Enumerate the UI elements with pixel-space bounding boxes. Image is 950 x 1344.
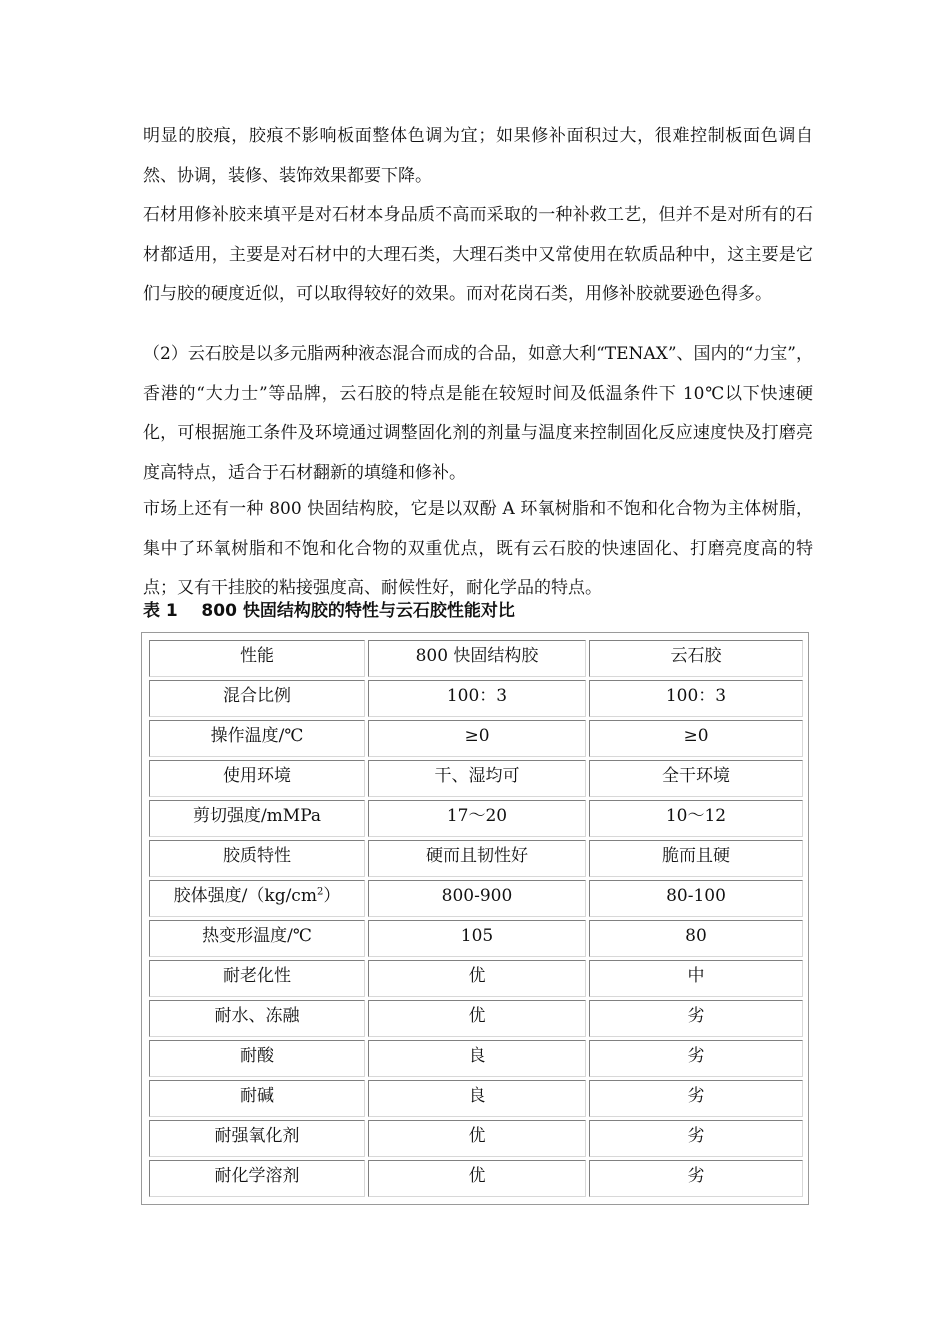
table-row [149,1080,803,1117]
value-cell-800: 优 [368,960,586,997]
property-cell: 耐化学溶剂 [149,1160,365,1197]
table-row [149,840,803,877]
header-cell-800-glue: 800 快固结构胶 [368,640,586,677]
table-row [149,680,803,717]
property-cell: 耐碱 [149,1080,365,1117]
property-cell: 耐老化性 [149,960,365,997]
paragraph-1: 明显的胶痕，胶痕不影响板面整体色调为宜；如果修补面积过大，很难控制板面色调自然、协调，装修、装饰效果都要下降。 [143,126,813,186]
unit-superscript: 2 [316,886,324,898]
value-cell-800: 800-900 [368,880,586,917]
value-cell-marble: 全干环境 [589,760,803,797]
property-label: 胶体强度/（kg/cm [173,886,317,906]
value-cell-800: 优 [368,1160,586,1197]
table-row [149,920,803,957]
property-cell: 使用环境 [149,760,365,797]
value-cell-800: 硬而且韧性好 [368,840,586,877]
property-cell: 耐水、冻融 [149,1000,365,1037]
unit-close: ） [323,886,341,906]
property-cell: 剪切强度/mMPa [149,800,365,837]
value-cell-marble: 80 [589,920,803,957]
property-cell: 胶质特性 [149,840,365,877]
table-row [149,720,803,757]
value-cell-marble: 劣 [589,1040,803,1077]
value-cell-800: ≥0 [368,720,586,757]
value-cell-800: 干、湿均可 [368,760,586,797]
value-cell-marble: 中 [589,960,803,997]
value-cell-800: 优 [368,1120,586,1157]
value-cell-800: 100：3 [368,680,586,717]
value-cell-marble: 劣 [589,1080,803,1117]
value-cell-marble: 10～12 [589,800,803,837]
value-cell-marble: 劣 [589,1120,803,1157]
table-row [149,760,803,797]
table-row [149,1000,803,1037]
table-row [149,960,803,997]
table-header-row [149,640,803,677]
value-cell-marble: 劣 [589,1160,803,1197]
value-cell-marble: 100：3 [589,680,803,717]
value-cell-marble: 劣 [589,1000,803,1037]
property-cell: 耐强氧化剂 [149,1120,365,1157]
table-row [149,800,803,837]
value-cell-marble: 脆而且硬 [589,840,803,877]
header-cell-marble-glue: 云石胶 [589,640,803,677]
value-cell-marble: 80-100 [589,880,803,917]
comparison-table [146,637,806,1200]
value-cell-marble: ≥0 [589,720,803,757]
comparison-table-frame [141,632,809,1205]
table-row [149,1160,803,1197]
header-cell-property: 性能 [149,640,365,677]
property-cell: 操作温度/℃ [149,720,365,757]
property-cell [149,880,365,917]
table-row [149,880,803,917]
value-cell-800: 良 [368,1040,586,1077]
table-caption: 表 1 800 快固结构胶的特性与云石胶性能对比 [143,601,515,621]
paragraph-3: （2）云石胶是以多元脂两种液态混合而成的合品，如意大利“TENAX”、国内的“力宝”，香港的“大力士”等品牌，云石胶的特点是能在较短时间及低温条件下 10℃以下快速硬化，可根据施工条件及环境通过调整固化剂的剂量与温度来控制固化反应速度快及打磨亮度高特点，适合于石材翻新的填缝和修补。 [143,344,813,483]
value-cell-800: 优 [368,1000,586,1037]
paragraph-2: 石材用修补胶来填平是对石材本身品质不高而采取的一种补救工艺，但并不是对所有的石材都适用，主要是对石材中的大理石类，大理石类中又常使用在软质品种中，这主要是它们与胶的硬度近似，可以取得较好的效果。而对花岗石类，用修补胶就要逊色得多。 [143,205,813,304]
table-row [149,1040,803,1077]
value-cell-800: 105 [368,920,586,957]
property-cell: 混合比例 [149,680,365,717]
property-cell: 耐酸 [149,1040,365,1077]
value-cell-800: 17～20 [368,800,586,837]
property-cell: 热变形温度/℃ [149,920,365,957]
table-row [149,1120,803,1157]
value-cell-800: 良 [368,1080,586,1117]
paragraph-4: 市场上还有一种 800 快固结构胶，它是以双酚 A 环氧树脂和不饱和化合物为主体树脂，集中了环氧树脂和不饱和化合物的双重优点，既有云石胶的快速固化、打磨亮度高的特点；又有干挂胶的粘接强度高、耐候性好，耐化学品的特点。 [143,499,813,598]
